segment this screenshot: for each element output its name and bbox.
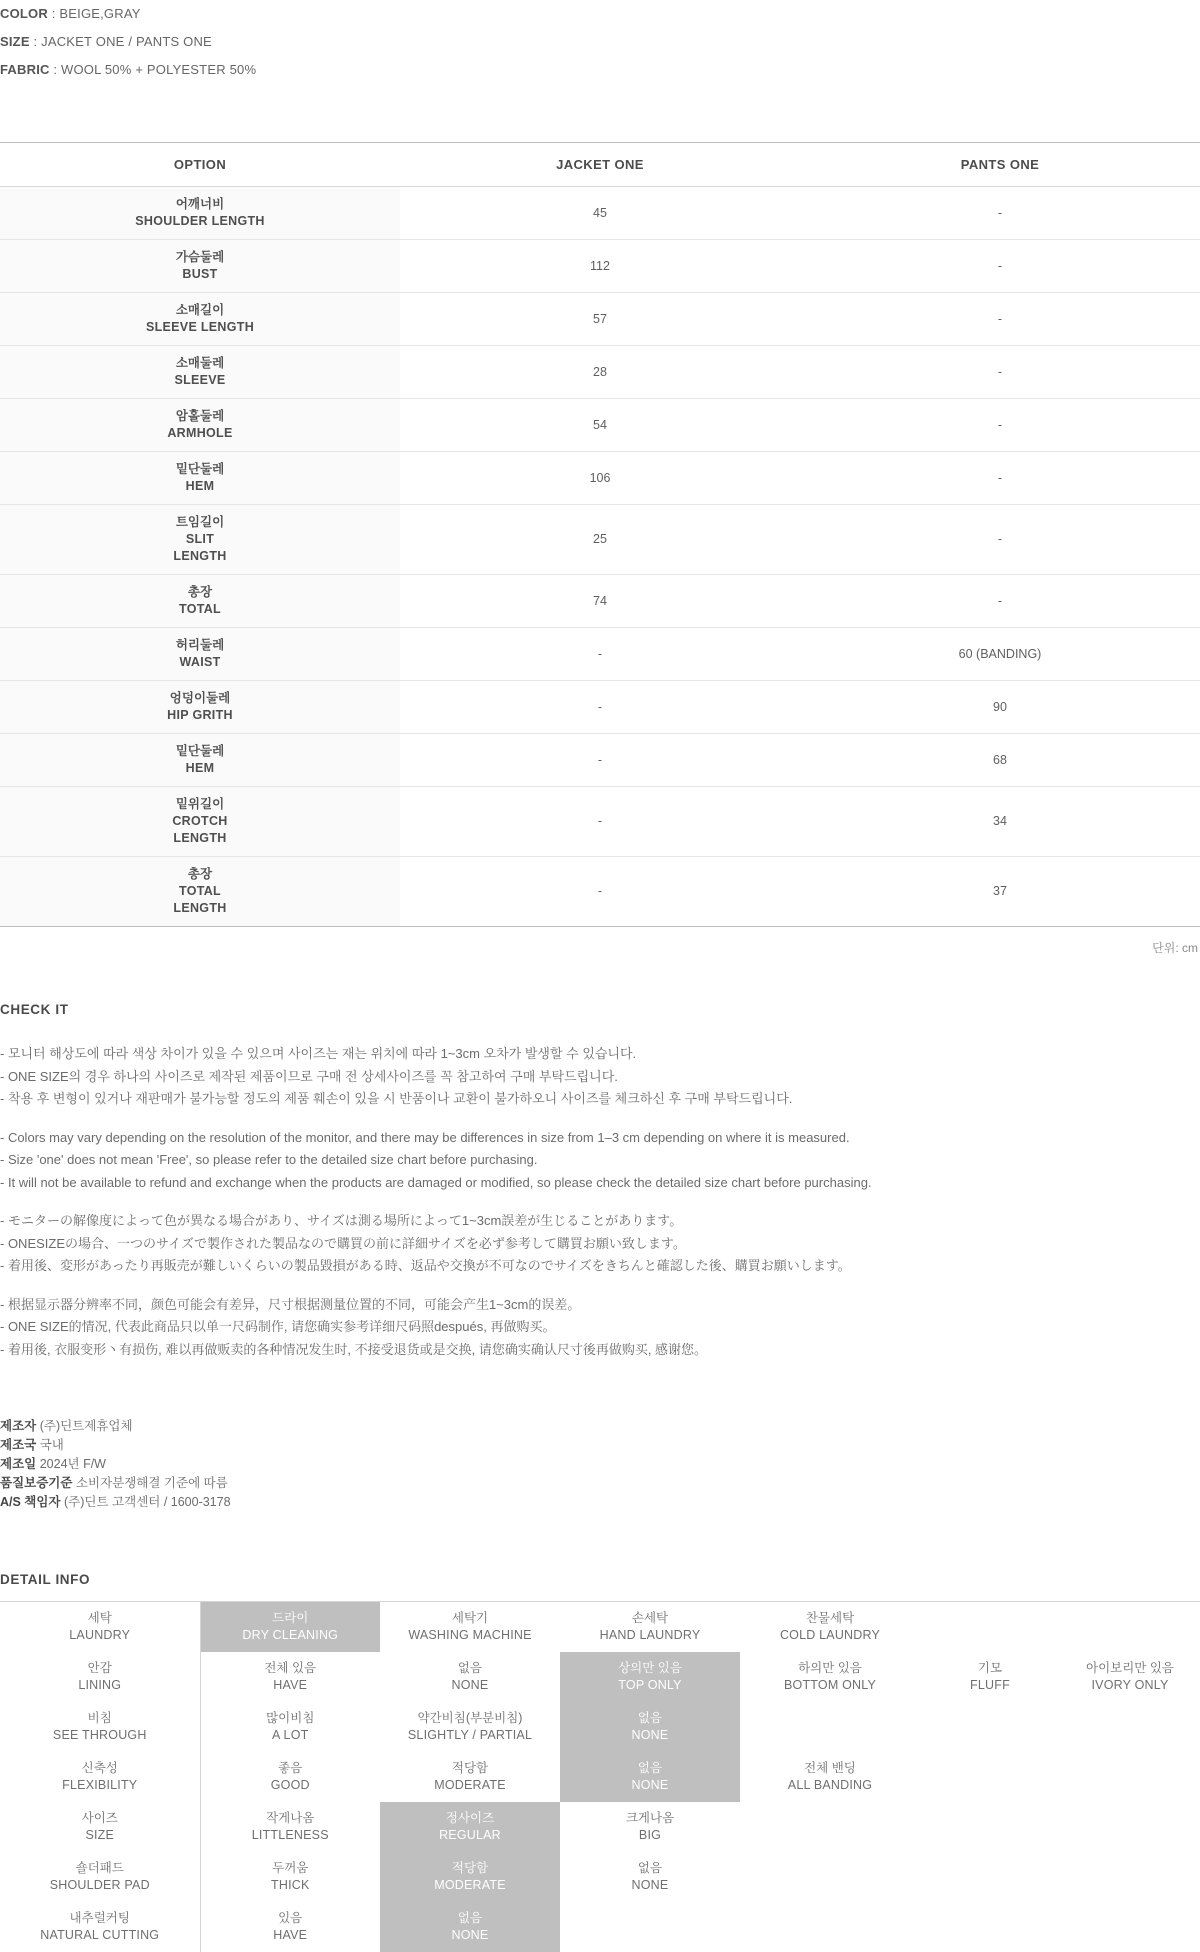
detail-info-option-kr: 정사이즈 [445, 1811, 495, 1825]
size-row-jacket-value: 54 [400, 399, 800, 452]
manufacturer-value: 국내 [36, 1438, 64, 1452]
size-row-option-kr: 가슴둘레 [175, 250, 225, 264]
detail-info-option [1060, 1752, 1200, 1802]
detail-info-label-kr: 사이즈 [81, 1811, 118, 1825]
size-row-option-kr: 엉덩이둘레 [169, 691, 231, 705]
detail-info-option-kr: 적당함 [451, 1761, 489, 1775]
detail-info-option-kr: 전체 있음 [264, 1661, 317, 1675]
detail-info-option-kr: 없음 [457, 1661, 483, 1675]
detail-info-option-en: WASHING MACHINE [408, 1628, 532, 1642]
table-row [0, 628, 1200, 681]
size-row-option-en: HEM [185, 479, 215, 493]
table-row [0, 681, 1200, 734]
size-row-pants-value: - [800, 399, 1200, 452]
detail-info-label-kr: 신축성 [81, 1761, 118, 1775]
detail-info-label-en: NATURAL CUTTING [40, 1928, 160, 1942]
detail-info-option [740, 1852, 920, 1902]
detail-info-option-kr: 전체 밴딩 [804, 1761, 856, 1775]
detail-info-option-en: HAVE [273, 1928, 308, 1942]
detail-info-table [0, 1601, 1200, 1952]
detail-info-option [920, 1802, 1060, 1852]
size-row-jacket-value: 112 [400, 240, 800, 293]
size-row-option [0, 681, 400, 734]
detail-info-option [200, 1752, 380, 1802]
size-row-option [0, 346, 400, 399]
spacer [0, 1278, 1200, 1294]
size-row-jacket-value: - [400, 628, 800, 681]
detail-info-option [920, 1752, 1060, 1802]
detail-info-option [1060, 1902, 1200, 1952]
detail-info-option-kr: 좋음 [278, 1761, 303, 1775]
check-it-line: - It will not be available to refund and exchange when the products are damaged or modified, so please check the detailed size chart before purchasing. [0, 1174, 872, 1190]
detail-info-option [560, 1802, 740, 1852]
table-row [0, 575, 1200, 628]
size-row-pants-value: - [800, 575, 1200, 628]
detail-info-option-kr: 기모 [977, 1661, 1003, 1675]
table-row [0, 734, 1200, 787]
size-unit-note: 단위: cm [1152, 941, 1198, 955]
manufacturer-label: 품질보증기준 [0, 1476, 73, 1490]
size-row-option-kr: 소매둘레 [175, 356, 225, 370]
detail-info-option-kr: 없음 [637, 1861, 663, 1875]
detail-info-option-en: NONE [631, 1878, 669, 1892]
size-row-option-kr: 총장 [187, 585, 213, 599]
size-chart-table [0, 142, 1200, 927]
detail-info-option-kr: 없음 [637, 1711, 663, 1725]
size-row-jacket-value: 57 [400, 293, 800, 346]
detail-info-option-kr: 적당함 [451, 1861, 489, 1875]
detail-info-option-en: TOP ONLY [618, 1678, 682, 1692]
detail-info-option-en: REGULAR [439, 1828, 501, 1842]
check-it-line: - 根据显示器分辨率不同，颜色可能会有差异，尺寸根据测量位置的不同，可能会产生1~3cm的误差。 [0, 1296, 581, 1312]
size-row-jacket-value: 45 [400, 187, 800, 240]
detail-info-option [920, 1652, 1060, 1702]
size-row-option [0, 505, 400, 575]
size-row-option-en: TOTAL LENGTH [173, 884, 227, 915]
detail-info-option-en: ALL BANDING [787, 1778, 873, 1792]
detail-info-option-en: NONE [451, 1678, 489, 1692]
detail-info-option [380, 1602, 560, 1653]
detail-info-option-en: THICK [271, 1878, 310, 1892]
detail-info-option-kr: 찬물세탁 [805, 1611, 855, 1625]
detail-info-option-kr: 상의만 있음 [618, 1661, 682, 1675]
spec-value: : JACKET ONE / PANTS ONE [29, 34, 212, 49]
detail-info-option [200, 1702, 380, 1752]
manufacturer-label: A/S 책임자 [0, 1495, 61, 1509]
size-row-pants-value: 37 [800, 857, 1200, 927]
size-chart-header-option: OPTION [0, 143, 400, 187]
detail-info-row [0, 1852, 1200, 1902]
detail-info-label-en: LINING [78, 1678, 122, 1692]
detail-info-option-kr: 없음 [457, 1911, 483, 1925]
size-row-pants-value: - [800, 187, 1200, 240]
check-it-line: - 着用後、変形があったり再販売が難しいくらいの製品毀損がある時、返品や交換が不可なのでサイズをきちんと確認した後、購買お願いします。 [0, 1258, 851, 1273]
size-row-option-en: SLIT LENGTH [173, 532, 227, 563]
detail-info-option [200, 1902, 380, 1952]
size-chart-header-pants: PANTS ONE [800, 143, 1200, 187]
detail-info-option-kr: 두꺼움 [272, 1861, 309, 1875]
manufacturer-label: 제조국 [0, 1438, 37, 1452]
detail-info-option-en: HAND LAUNDRY [599, 1628, 701, 1642]
product-spec-list [0, 0, 1200, 84]
spec-row [0, 28, 1200, 56]
spec-value: : WOOL 50% + POLYESTER 50% [49, 62, 257, 77]
detail-info-option [560, 1752, 740, 1802]
detail-info-option [740, 1652, 920, 1702]
detail-info-option-en: MODERATE [434, 1778, 506, 1792]
size-row-option [0, 399, 400, 452]
size-row-option [0, 240, 400, 293]
detail-info-row [0, 1802, 1200, 1852]
detail-info-option-en: HAVE [273, 1678, 308, 1692]
detail-info-option [1060, 1652, 1200, 1702]
spec-row [0, 56, 1200, 84]
detail-info-option-kr: 없음 [637, 1761, 663, 1775]
detail-info-label [0, 1602, 200, 1653]
check-it-line: - ONESIZEの場合、一つのサイズで製作された製品なので購買の前に詳細サイズを必ず参考して購買お願い致します。 [0, 1235, 686, 1251]
table-row [0, 240, 1200, 293]
table-row [0, 505, 1200, 575]
check-it-line: - 着用後, 衣服变形丶有损伤, 难以再做贩卖的各种情况发生时, 不接受退货或是交换, 请您确实确认尺寸後再做购买, 感谢您。 [0, 1341, 708, 1357]
detail-info-option [740, 1902, 920, 1952]
spec-key: COLOR [0, 6, 48, 21]
table-row [0, 346, 1200, 399]
detail-info-option-en: IVORY ONLY [1091, 1678, 1169, 1692]
detail-info-label-en: LAUNDRY [69, 1628, 131, 1642]
size-row-option-en: ARMHOLE [167, 426, 233, 440]
size-row-option-en: WAIST [179, 655, 221, 669]
check-it-line: - ONE SIZE의 경우 하나의 사이즈로 제작된 제품이므로 구매 전 상세사이즈를 꼭 참고하여 구매 부탁드립니다. [0, 1068, 618, 1084]
manufacturer-label: 제조일 [0, 1457, 37, 1471]
size-row-jacket-value: 106 [400, 452, 800, 505]
check-it-line: - Size 'one' does not mean 'Free', so please refer to the detailed size chart before purchasing. [0, 1152, 538, 1167]
detail-info-option-en: LITTLENESS [251, 1828, 329, 1842]
size-row-option-en: HEM [185, 761, 215, 775]
detail-info-option-en: NONE [631, 1728, 669, 1742]
size-row-pants-value: - [800, 240, 1200, 293]
size-chart-header-row [0, 143, 1200, 187]
size-row-pants-value: - [800, 505, 1200, 575]
detail-info-label [0, 1702, 200, 1752]
size-row-jacket-value: - [400, 681, 800, 734]
table-row [0, 787, 1200, 857]
detail-info-label-en: SIZE [85, 1828, 115, 1842]
detail-info-option [560, 1602, 740, 1653]
size-row-option [0, 787, 400, 857]
detail-info-option-kr: 손세탁 [631, 1611, 669, 1625]
detail-info-title: DETAIL INFO [0, 1572, 91, 1587]
check-it-line: - 착용 후 변형이 있거나 재판매가 불가능할 정도의 제품 훼손이 있을 시 반품이나 교환이 불가하오니 사이즈를 체크하신 후 구매 부탁드립니다. [0, 1091, 793, 1106]
detail-info-option-en: NONE [451, 1928, 489, 1942]
detail-info-label-en: FLEXIBILITY [62, 1778, 138, 1792]
detail-info-option [380, 1702, 560, 1752]
detail-info-label-kr: 비침 [87, 1711, 112, 1725]
detail-info-option [200, 1852, 380, 1902]
size-row-option-kr: 밑단둘레 [175, 462, 225, 476]
detail-info-option [1060, 1802, 1200, 1852]
manufacturer-value: 소비자분쟁해결 기준에 따름 [72, 1476, 228, 1490]
size-row-jacket-value: - [400, 787, 800, 857]
size-chart-header-jacket: JACKET ONE [400, 143, 800, 187]
manufacturer-label: 제조자 [0, 1419, 37, 1433]
check-it-line: - モニターの解像度によって色が異なる場合があり、サイズは測る場所によって1~3cm誤差が生じることがあります。 [0, 1213, 683, 1228]
detail-info-option-kr: 드라이 [272, 1611, 309, 1625]
manufacturer-row [0, 1474, 1200, 1493]
size-row-option [0, 857, 400, 927]
detail-info-option-en: COLD LAUNDRY [779, 1628, 881, 1642]
detail-info-option [740, 1602, 920, 1653]
detail-info-option-en: SLIGHTLY / PARTIAL [407, 1728, 533, 1742]
size-row-option [0, 575, 400, 628]
spec-row [0, 0, 1200, 28]
spacer [0, 1194, 1200, 1210]
detail-info-option-kr: 많이비침 [266, 1711, 315, 1725]
size-row-jacket-value: 74 [400, 575, 800, 628]
manufacturer-value: (주)딘트 고객센터 / 1600-3178 [60, 1495, 231, 1509]
size-row-pants-value: - [800, 346, 1200, 399]
spec-key: SIZE [0, 34, 30, 49]
detail-info-option-en: NONE [631, 1778, 669, 1792]
detail-info-option-kr: 있음 [278, 1911, 303, 1925]
size-row-jacket-value: - [400, 857, 800, 927]
spec-key: FABRIC [0, 62, 50, 77]
detail-info-option [1060, 1602, 1200, 1653]
detail-info-label [0, 1802, 200, 1852]
size-row-option [0, 628, 400, 681]
detail-info-row [0, 1702, 1200, 1752]
detail-info-option [740, 1802, 920, 1852]
detail-info-option-en: BOTTOM ONLY [783, 1678, 877, 1692]
detail-info-option [920, 1602, 1060, 1653]
detail-info-option [380, 1752, 560, 1802]
size-row-option [0, 734, 400, 787]
detail-info-row [0, 1902, 1200, 1952]
spacer [0, 1111, 1200, 1127]
check-it-line: - ONE SIZE的情况, 代表此商品只以单一尺码制作, 请您确实参考详细尺码照después, 再做购买。 [0, 1319, 556, 1334]
detail-info-option [560, 1902, 740, 1952]
detail-info-option-kr: 아이보리만 있음 [1086, 1661, 1174, 1675]
detail-info-option [200, 1602, 380, 1653]
detail-info-row [0, 1652, 1200, 1702]
check-it-line: - 모니터 해상도에 따라 색상 차이가 있을 수 있으며 사이즈는 재는 위치에 따라 1~3cm 오차가 발생할 수 있습니다. [0, 1046, 637, 1061]
detail-info-option-en: BIG [638, 1828, 662, 1842]
table-row [0, 857, 1200, 927]
detail-info-label-kr: 안감 [87, 1661, 112, 1675]
table-row [0, 399, 1200, 452]
size-row-option-kr: 트임길이 [175, 515, 225, 529]
detail-info-option [380, 1652, 560, 1702]
detail-info-option [380, 1902, 560, 1952]
manufacturer-row [0, 1455, 1200, 1474]
size-row-pants-value: - [800, 452, 1200, 505]
size-row-jacket-value: 28 [400, 346, 800, 399]
size-row-pants-value: 60 (BANDING) [800, 628, 1200, 681]
detail-info-option [200, 1652, 380, 1702]
check-it-title: CHECK IT [0, 1002, 69, 1017]
detail-info-option [920, 1702, 1060, 1752]
detail-info-option [560, 1852, 740, 1902]
manufacturer-value: (주)딘트제휴업체 [36, 1419, 133, 1433]
check-it-notes [0, 1043, 1200, 1361]
size-row-option-en: TOTAL [178, 602, 221, 616]
detail-info-label-kr: 세탁 [87, 1611, 112, 1625]
size-row-option-en: SLEEVE LENGTH [145, 320, 255, 334]
detail-info-option [560, 1652, 740, 1702]
detail-info-option [560, 1702, 740, 1752]
detail-info-option-en: MODERATE [434, 1878, 506, 1892]
size-row-option-kr: 어깨너비 [175, 197, 225, 211]
manufacturer-row [0, 1493, 1200, 1512]
detail-info-label-kr: 숄더패드 [75, 1861, 124, 1875]
table-row [0, 452, 1200, 505]
size-row-option-en: CROTCH LENGTH [172, 814, 228, 845]
size-row-option [0, 187, 400, 240]
detail-info-option [1060, 1852, 1200, 1902]
detail-info-label [0, 1902, 200, 1952]
detail-info-option-en: FLUFF [970, 1678, 1010, 1692]
detail-info-label-en: SEE THROUGH [52, 1728, 147, 1742]
detail-info-option-en: A LOT [272, 1728, 309, 1742]
manufacturer-row [0, 1436, 1200, 1455]
manufacturer-row [0, 1417, 1200, 1436]
size-row-option-en: HIP GRITH [167, 708, 233, 722]
detail-info-option-en: DRY CLEANING [242, 1628, 339, 1642]
size-row-jacket-value: - [400, 734, 800, 787]
detail-info-option [740, 1752, 920, 1802]
detail-info-option [380, 1802, 560, 1852]
size-row-option-kr: 총장 [187, 867, 213, 881]
detail-info-option [740, 1702, 920, 1752]
size-row-option-en: SLEEVE [174, 373, 226, 387]
size-row-option-en: SHOULDER LENGTH [135, 214, 265, 228]
manufacturer-value: 2024년 F/W [36, 1457, 106, 1471]
check-it-line: - Colors may vary depending on the resolution of the monitor, and there may be differences in size from 1–3 cm depending on where it is measured. [0, 1129, 850, 1145]
detail-info-label [0, 1852, 200, 1902]
detail-info-row [0, 1602, 1200, 1653]
table-row [0, 293, 1200, 346]
detail-info-option-en: GOOD [270, 1778, 310, 1792]
size-row-option [0, 293, 400, 346]
detail-info-option-kr: 하의만 있음 [798, 1661, 862, 1675]
size-row-option [0, 452, 400, 505]
detail-info-option [920, 1852, 1060, 1902]
detail-info-label-kr: 내추럴커팅 [69, 1911, 130, 1925]
detail-info-option [1060, 1702, 1200, 1752]
size-row-pants-value: 68 [800, 734, 1200, 787]
size-row-option-en: BUST [182, 267, 218, 281]
detail-info-option [380, 1852, 560, 1902]
size-row-pants-value: 34 [800, 787, 1200, 857]
size-row-pants-value: - [800, 293, 1200, 346]
detail-info-label [0, 1652, 200, 1702]
size-row-jacket-value: 25 [400, 505, 800, 575]
detail-info-label [0, 1752, 200, 1802]
detail-info-option [200, 1802, 380, 1852]
detail-info-option [920, 1902, 1060, 1952]
detail-info-option-kr: 크게나옴 [625, 1811, 675, 1825]
detail-info-row [0, 1752, 1200, 1802]
size-row-option-kr: 소매길이 [175, 303, 225, 317]
manufacturer-info [0, 1417, 1200, 1512]
size-row-pants-value: 90 [800, 681, 1200, 734]
size-row-option-kr: 밑단둘레 [175, 744, 225, 758]
detail-info-option-kr: 작게나옴 [266, 1811, 315, 1825]
detail-info-label-en: SHOULDER PAD [49, 1878, 150, 1892]
size-row-option-kr: 밑위길이 [175, 797, 225, 811]
spacer [0, 84, 1200, 142]
size-row-option-kr: 암홀둘레 [175, 409, 225, 423]
detail-info-option-kr: 약간비침(부분비침) [417, 1711, 523, 1725]
size-row-option-kr: 허리둘레 [175, 638, 225, 652]
table-row [0, 187, 1200, 240]
spec-value: : BEIGE,GRAY [47, 6, 141, 21]
detail-info-option-kr: 세탁기 [451, 1611, 489, 1625]
